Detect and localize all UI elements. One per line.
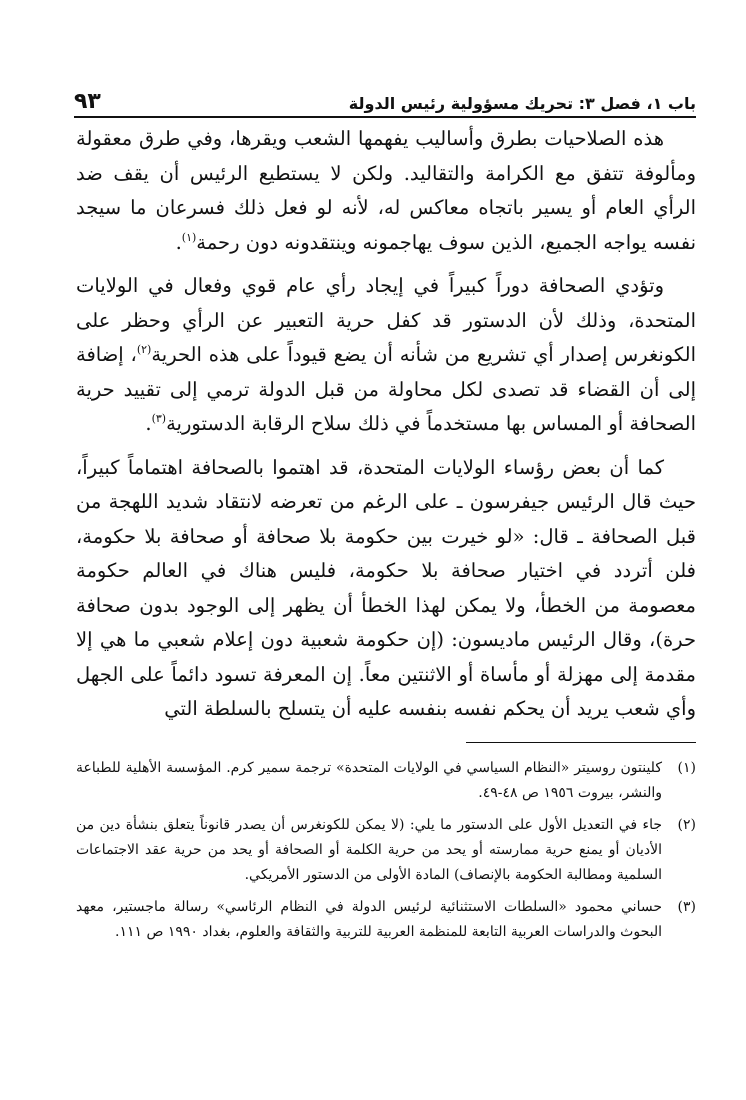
body-text	[76, 122, 696, 736]
paragraph-3: كما أن بعض رؤساء الولايات المتحدة، قد اهتموا بالصحافة اهتماماً كبيراً، حيث قال الرئيس جيفرسون ـ على الرغم من تعرضه لانتقاد شديد اللهجة من قبل الصحافة ـ قال: «لو خيرت بين حكومة بلا صحافة أو صحافة بلا حكومة، فلن أتردد في اختيار صحافة بلا حكومة، فليس هناك في العالم حكومة معصومة من الخطأ، ولا يمكن لهذا الخطأ أن يظهر إلى الوجود بدون صحافة حرة)، وقال الرئيس ماديسون: (إن حكومة شعبية دون إعلام شعبي ما هي إلا مقدمة إلى مهزلة أو مأساة أو الاثنتين معاً. إن المعرفة تسود دائماً على الجهل وأي شعب يريد أن يحكم نفسه بنفسه عليه أن يتسلح بالسلطة التي	[76, 455, 696, 720]
footnote-2	[76, 813, 696, 888]
footnote-text: جاء في التعديل الأول على الدستور ما يلي: (لا يمكن للكونغرس أن يصدر قانوناً يتعلق بنشأة دين من الأديان أو يمنع حرية ممارسته أو يحد من حرية الكلمة أو الصحافة أو يحد من حرية عقد الاجتماعات السلمية ومطالبة الحكومة بالإنصاف) المادة الأولى من الدستور الأمريكي.	[76, 817, 662, 883]
page-number: ٩٣	[74, 89, 101, 114]
paragraph-1: هذه الصلاحيات بطرق وأساليب يفهمها الشعب ويقرها، وفي طرق معقولة ومألوفة تتفق مع الكرامة والتقاليد. ولكن لا يستطيع الرئيس أن يقف ضد الرأي العام أو يسير باتجاه معاكس له، لأنه لو فعل ذلك فسرعان ما سيجد نفسه يواجه الجميع، الذين سوف يهاجمونه وينتقدونه دون رحمة$^{(١)}$.	[76, 127, 696, 254]
footnote-text: كلينتون روسيتر «النظام السياسي في الولايات المتحدة» ترجمة سمير كرم. المؤسسة الأهلية للطباعة والنشر، بيروت ١٩٥٦ ص ٤٨-٤٩.	[76, 760, 662, 801]
page-header	[74, 86, 696, 114]
footnote-number: (١)	[677, 760, 696, 776]
header-rule	[74, 116, 696, 118]
footnotes	[76, 756, 696, 952]
footnote-text: حساني محمود «السلطات الاستثنائية لرئيس الدولة في النظام الرئاسي» رسالة ماجستير، معهد البحوث والدراسات العربية التابعة للمنظمة العربية للتربية والثقافة والعلوم، بغداد ١٩٩٠ ص ١١١.	[76, 899, 662, 940]
paragraph-2: وتؤدي الصحافة دوراً كبيراً في إيجاد رأي عام قوي وفعال في الولايات المتحدة، وذلك لأن الدستور قد كفل حرية التعبير عن الرأي وحظر على الكونغرس إصدار أي تشريع من شأنه أن يضع قيوداً على هذه الحرية$^{(٢)}$، إضافة إلى أن القضاء قد تصدى لكل محاولة من قبل الدولة ترمي إلى تقييد حرية الصحافة أو المساس بها مستخدماً في ذلك سلاح الرقابة الدستورية$^{(٣)}$.	[76, 274, 696, 435]
footnote-ref-3: (٣)	[151, 412, 167, 425]
footnote-1	[76, 756, 696, 806]
footnote-number: (٢)	[677, 817, 696, 833]
footnote-ref-2: (٢)	[136, 343, 152, 356]
footnote-number: (٣)	[677, 899, 696, 915]
footnote-ref-1: (١)	[181, 230, 197, 244]
running-title: باب ١، فصل ٣: تحريك مسؤولية رئيس الدولة	[348, 94, 696, 113]
footnote-3	[76, 895, 696, 945]
footnote-separator	[466, 742, 696, 743]
